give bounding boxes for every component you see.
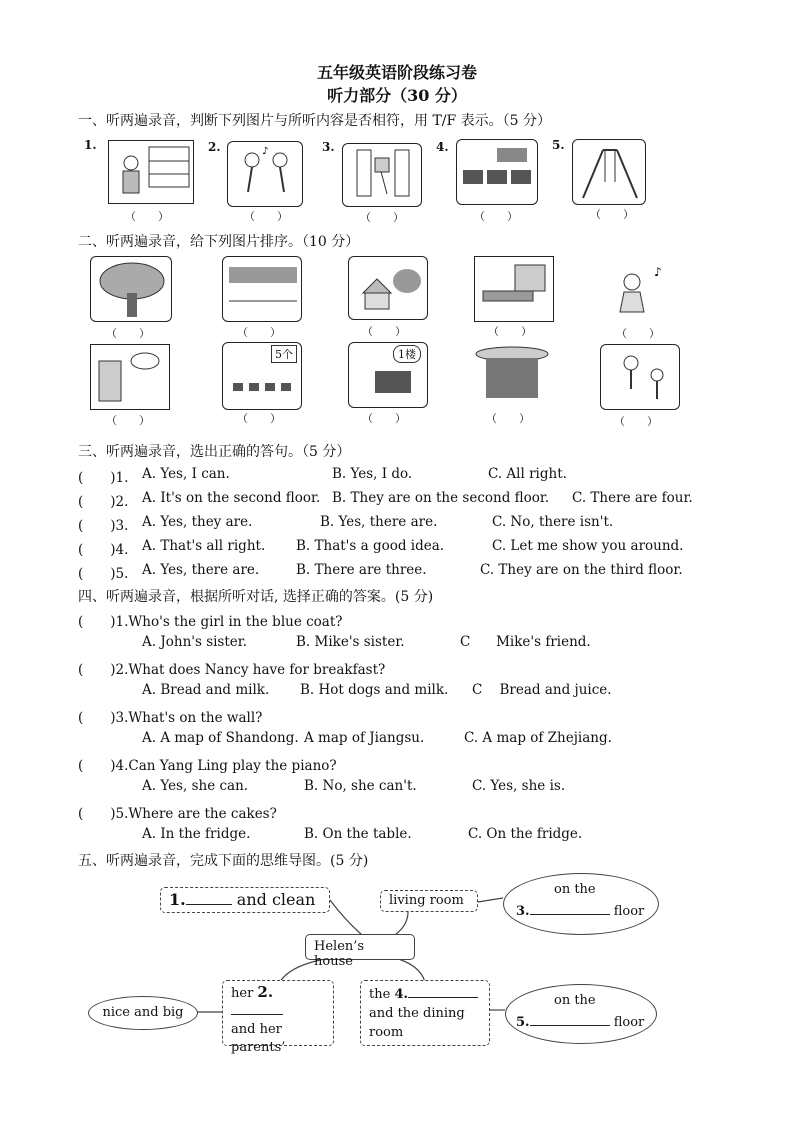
answer-blank[interactable]: ( )2. — [78, 494, 129, 510]
answer-paren[interactable]: （ ） — [362, 325, 406, 338]
option-b[interactable]: A map of Jiangsu. — [304, 730, 425, 746]
pic-number: 3. — [322, 140, 335, 154]
option-a[interactable]: A. That's all right. — [142, 538, 266, 554]
option-a[interactable]: A. Yes, I can. — [142, 466, 230, 482]
oval-nice-big: nice and big — [88, 996, 198, 1030]
section5-heading: 五、听两遍录音，完成下面的思维导图。(5 分) — [78, 853, 369, 869]
answer-blank[interactable]: ( )2. — [78, 662, 129, 678]
question-text: Can Yang Ling play the piano? — [128, 758, 337, 774]
answer-blank[interactable]: ( )1. — [78, 470, 129, 486]
answer-blank[interactable]: ( )5. — [78, 806, 129, 822]
answer-paren[interactable]: （ ） — [106, 414, 150, 427]
answer-paren[interactable]: （ ） — [474, 210, 518, 223]
oval-text: on the — [554, 993, 596, 1008]
answer-paren[interactable]: （ ） — [106, 327, 150, 340]
option-b[interactable]: B. Mike's sister. — [296, 634, 405, 650]
blank-1-line[interactable] — [186, 904, 232, 905]
answer-paren[interactable]: （ ） — [486, 412, 530, 425]
option-a[interactable]: A. Yes, they are. — [142, 514, 253, 530]
node-1 — [160, 887, 330, 913]
answer-paren[interactable]: （ ） — [614, 415, 658, 428]
page-subtitle: 听力部分（30 分） — [327, 86, 467, 105]
option-b[interactable]: B. On the table. — [304, 826, 412, 842]
option-b[interactable]: B. No, she can't. — [304, 778, 417, 794]
question-text: Where are the cakes? — [128, 806, 277, 822]
node-text: the — [369, 987, 391, 1002]
option-b[interactable]: B. There are three. — [296, 562, 427, 578]
pic-number: 5. — [552, 138, 565, 152]
pic-number: 4. — [436, 140, 449, 154]
option-c[interactable]: C. Yes, she is. — [472, 778, 566, 794]
answer-paren[interactable]: （ ） — [362, 412, 406, 425]
option-b[interactable]: B. Hot dogs and milk. — [300, 682, 449, 698]
option-c[interactable]: C. On the fridge. — [468, 826, 583, 842]
label-floor: 1楼 — [393, 345, 421, 363]
option-c[interactable]: C. All right. — [488, 466, 567, 482]
label-five: 5个 — [271, 345, 297, 363]
svg-text:♪: ♪ — [262, 146, 269, 157]
answer-paren[interactable]: （ ） — [237, 326, 281, 339]
option-a[interactable]: A. Yes, she can. — [142, 778, 249, 794]
question-text: What does Nancy have for breakfast? — [128, 662, 386, 678]
answer-blank[interactable]: ( )3. — [78, 518, 129, 534]
question-text: What's on the wall? — [128, 710, 263, 726]
answer-blank[interactable]: ( )4. — [78, 758, 129, 774]
node-text: parents’ — [231, 1040, 286, 1055]
blank-2-line[interactable] — [231, 1014, 283, 1015]
option-b[interactable]: B. Yes, there are. — [320, 514, 438, 530]
oval-floor-3 — [503, 873, 659, 935]
answer-paren[interactable]: （ ） — [488, 325, 532, 338]
question-text: Who's the girl in the blue coat? — [128, 614, 343, 630]
node-text: room — [369, 1025, 404, 1040]
blank-number: 3. — [516, 904, 530, 919]
node-her — [222, 980, 334, 1055]
answer-paren[interactable]: （ ） — [590, 208, 634, 221]
option-c[interactable]: C. There are four. — [572, 490, 693, 506]
answer-paren[interactable]: （ ） — [125, 210, 169, 223]
answer-paren[interactable]: （ ） — [244, 210, 288, 223]
section1-heading: 一、听两遍录音，判断下列图片与所听内容是否相符，用 T/F 表示。（5 分） — [78, 113, 552, 129]
section3-heading: 三、听两遍录音，选出正确的答句。（5 分） — [78, 444, 351, 460]
node-text: her — [231, 986, 254, 1001]
option-b[interactable]: B. They are on the second floor. — [332, 490, 550, 506]
section4-heading: 四、听两遍录音，根据所听对话, 选择正确的答案。(5 分) — [78, 589, 434, 605]
option-a[interactable]: A. It's on the second floor. — [142, 490, 321, 506]
blank-number: 5. — [516, 1015, 530, 1030]
option-a[interactable]: A. Bread and milk. — [142, 682, 270, 698]
option-c[interactable]: C. No, there isn't. — [492, 514, 614, 530]
blank-number: 1. — [169, 890, 186, 909]
section2-heading: 二、听两遍录音，给下列图片排序。（10 分） — [78, 234, 360, 250]
blank-4-line[interactable] — [408, 997, 478, 998]
node-living-room: living room — [380, 890, 478, 912]
option-c[interactable]: C Bread and juice. — [472, 682, 612, 698]
option-c[interactable]: C. Let me show you around. — [492, 538, 684, 554]
option-b[interactable]: B. That's a good idea. — [296, 538, 445, 554]
option-c[interactable]: C. A map of Zhejiang. — [464, 730, 612, 746]
oval-text: floor — [613, 1015, 645, 1030]
oval-text: floor — [613, 904, 645, 919]
option-a[interactable]: A. Yes, there are. — [142, 562, 260, 578]
blank-number: 4. — [394, 987, 409, 1002]
answer-paren[interactable]: （ ） — [616, 327, 660, 340]
answer-blank[interactable]: ( )4. — [78, 542, 129, 558]
node-text: and clean — [236, 890, 316, 909]
node-text: and the dining — [369, 1006, 465, 1021]
node-the — [360, 980, 490, 1046]
blank-5-line[interactable] — [530, 1025, 610, 1026]
option-a[interactable]: A. John's sister. — [142, 634, 248, 650]
pic-number: 1. — [84, 138, 97, 152]
page-title: 五年级英语阶段练习卷 — [316, 63, 477, 82]
answer-blank[interactable]: ( )3. — [78, 710, 129, 726]
answer-blank[interactable]: ( )1. — [78, 614, 129, 630]
oval-text: on the — [554, 882, 596, 897]
option-b[interactable]: B. Yes, I do. — [332, 466, 413, 482]
option-a[interactable]: A. In the fridge. — [142, 826, 251, 842]
option-c[interactable]: C Mike's friend. — [460, 634, 591, 650]
oval-floor-5 — [505, 984, 657, 1044]
option-c[interactable]: C. They are on the third floor. — [480, 562, 683, 578]
option-a[interactable]: A. A map of Shandong. — [142, 730, 299, 746]
pic-number: 2. — [208, 140, 221, 154]
answer-paren[interactable]: （ ） — [237, 412, 281, 425]
answer-paren[interactable]: （ ） — [360, 211, 404, 224]
svg-text:♪: ♪ — [654, 265, 662, 279]
blank-number: 2. — [257, 983, 274, 1001]
blank-3-line[interactable] — [530, 914, 610, 915]
node-center: Helen’s house — [305, 934, 415, 960]
answer-blank[interactable]: ( )5. — [78, 566, 129, 582]
node-text: and her — [231, 1022, 282, 1037]
